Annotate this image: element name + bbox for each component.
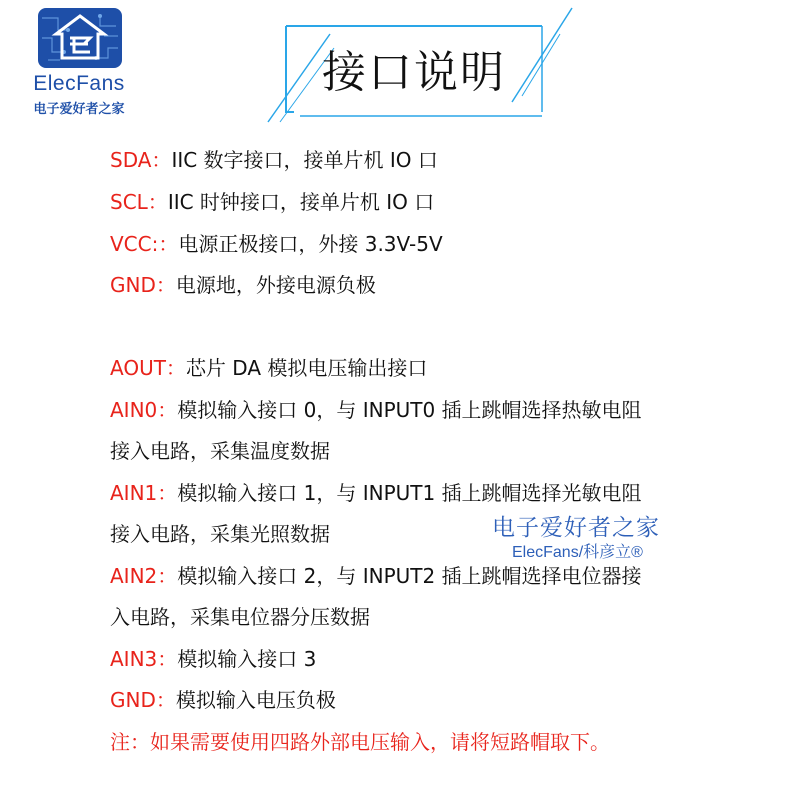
line-label: AIN2： bbox=[110, 564, 178, 588]
line-text: 模拟输入接口 2，与 INPUT2 插上跳帽选择电位器接 bbox=[177, 564, 642, 588]
line-text: 芯片 DA 模拟电压输出接口 bbox=[185, 356, 428, 380]
line-text: 模拟输入电压负极 bbox=[175, 688, 336, 712]
line-ain2 bbox=[110, 566, 642, 586]
line-text: 模拟输入接口 3 bbox=[177, 647, 317, 671]
line-text: 电源正极接口，外接 3.3V-5V bbox=[178, 232, 443, 256]
line-text: 模拟输入接口 1，与 INPUT1 插上跳帽选择光敏电阻 bbox=[177, 481, 642, 505]
line-gnd-analog bbox=[110, 690, 336, 710]
line-ain0-cont bbox=[110, 441, 330, 461]
line-ain2-cont bbox=[110, 607, 370, 627]
line-ain0 bbox=[110, 400, 642, 420]
line-label: GND： bbox=[110, 273, 176, 297]
line-ain1-cont bbox=[110, 524, 330, 544]
watermark-cn: 电子爱好者之家 bbox=[492, 515, 660, 541]
note-line: 注：如果需要使用四路外部电压输入，请将短路帽取下。 bbox=[110, 730, 610, 754]
elecfans-logo-icon bbox=[38, 8, 122, 68]
line-vcc bbox=[110, 234, 443, 254]
logo-tagline: 电子爱好者之家 bbox=[33, 102, 125, 117]
line-label: SDA： bbox=[110, 148, 172, 172]
line-label: AIN0： bbox=[110, 398, 178, 422]
page-title: 接口说明 bbox=[322, 47, 506, 98]
line-label: AIN1： bbox=[110, 481, 178, 505]
line-text: IIC 数字接口，接单片机 IO 口 bbox=[171, 148, 438, 172]
line-label: VCC:： bbox=[110, 232, 179, 256]
line-label: AIN3： bbox=[110, 647, 178, 671]
watermark-en: ElecFans/科彦立® bbox=[512, 544, 643, 561]
line-sda bbox=[110, 150, 438, 170]
line-aout bbox=[110, 358, 427, 378]
line-ain1 bbox=[110, 483, 642, 503]
line-text: 接入电路，采集光照数据 bbox=[110, 522, 330, 546]
line-label: SCL： bbox=[110, 190, 168, 214]
line-text: 入电路，采集电位器分压数据 bbox=[110, 605, 370, 629]
line-text: IIC 时钟接口，接单片机 IO 口 bbox=[167, 190, 435, 214]
line-text: 接入电路，采集温度数据 bbox=[110, 439, 330, 463]
title-frame bbox=[260, 4, 580, 124]
line-label: AOUT： bbox=[110, 356, 186, 380]
line-label: GND： bbox=[110, 688, 176, 712]
line-scl bbox=[110, 192, 434, 212]
elecfans-logo bbox=[14, 6, 144, 116]
line-text: 模拟输入接口 0，与 INPUT0 插上跳帽选择热敏电阻 bbox=[177, 398, 642, 422]
line-text: 电源地，外接电源负极 bbox=[175, 273, 376, 297]
line-ain3 bbox=[110, 649, 316, 669]
logo-brand-name: ElecFans bbox=[33, 72, 125, 95]
line-gnd bbox=[110, 275, 376, 295]
